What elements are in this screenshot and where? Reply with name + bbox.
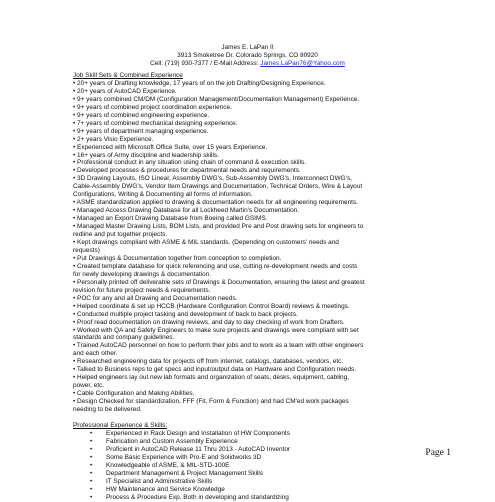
professional-list xyxy=(73,430,433,502)
skills-line: Cable-Assembly DWG's, Vendor Item Drawings and Documentation, Technical Orders, Wire & Layout xyxy=(73,183,363,191)
skills-line: • Trained AutoCAD personnel on how to perform their jobs and to work as a team with other engineers xyxy=(73,342,364,350)
skills-line: • Experienced with Microsoft Office Suite, over 15 years Experience. xyxy=(73,143,268,151)
skills-line: revision for future project needs & requirements. xyxy=(73,286,211,294)
skills-line: • Talked to Business reps to get specs and input/output data on Hardware and Configuration needs. xyxy=(73,366,357,374)
skills-line: • POC for any and all Drawing and Documentation needs. xyxy=(73,294,238,302)
skills-line: • Managed Access Drawing Database for all Lockheed Martin's Documentation. xyxy=(73,207,300,215)
skills-line: • Researched engineering data for projects off from internet, catalogs, databases, vendors, etc. xyxy=(73,358,344,366)
skills-line: • Conducted multiple project tasking and development of back to back projects. xyxy=(73,310,298,318)
professional-item-text: Proficient in AutoCAD Release 11 Thru 2013 - AutoCAD Inventor xyxy=(106,445,291,453)
email-link[interactable]: James.LaPan76@Yahoo.com xyxy=(260,60,345,67)
skills-section-title: Job Skill Sets & Combined Experience xyxy=(73,72,183,79)
skills-line: • Developed processes & procedures for departmental needs and requirements. xyxy=(73,167,301,175)
skills-line: • Managed Master Drawing Lists, BOM Lists, and provided Pre and Post drawing sets for engineers to xyxy=(73,223,364,231)
professional-item xyxy=(73,430,433,438)
bullet-icon: • xyxy=(90,485,93,493)
skills-list xyxy=(73,80,433,414)
contact-header xyxy=(0,44,495,68)
professional-item-text: Some Basic Experience with Pro-E and Solidworks 3D xyxy=(106,453,262,461)
professional-section-title: Professional Experience & Skills: xyxy=(73,421,168,429)
skills-line: • 20+ years of Drafting knowledge, 17 years of on the job Drafting/Designing Experience. xyxy=(73,79,326,87)
skills-line: • 20+ years of AutoCAD Experience. xyxy=(73,87,177,95)
skills-line: • Put Drawings & Documentation together from conception to completion. xyxy=(73,254,282,262)
skills-line: needing to be delivered. xyxy=(73,406,142,414)
skills-line: • Proof read documentation on drawing reviews, and day to day checking of work from Drafters. xyxy=(73,318,345,326)
bullet-icon: • xyxy=(90,469,93,477)
professional-item-text: Department Management & Project Management Skills xyxy=(106,469,264,477)
skills-line: • 9+ years of combined engineering experience. xyxy=(73,111,210,119)
bullet-icon: • xyxy=(90,445,93,453)
skills-line: • Personally printed off deliverable sets of Drawings & Documentation, ensuring the latest and greatest xyxy=(73,278,365,286)
skills-line: redline and put together projects. xyxy=(73,231,168,239)
skills-line: • Helped engineers lay out new lab formats and organization of seats, desks, equipment, cabling, xyxy=(73,374,350,382)
professional-item-text: Experienced in Rack Design and Installation of HW Components xyxy=(106,429,290,437)
skills-line: and each other. xyxy=(73,350,118,358)
skills-line: • Professional conduct in any situation using chain of command & execution skills. xyxy=(73,159,307,167)
bullet-icon: • xyxy=(90,461,93,469)
page-number: Page 1 xyxy=(425,448,451,458)
professional-item xyxy=(73,478,433,486)
skills-line: • 9+ years combined CM/DM (Configuration Management/Documentation Management) Experience. xyxy=(73,95,360,103)
professional-item xyxy=(73,454,433,462)
applicant-name: James E. LaPan II xyxy=(221,44,274,51)
professional-item xyxy=(73,486,433,494)
skills-line: • 2+ years Visio Experience. xyxy=(73,135,154,143)
professional-item xyxy=(73,446,433,454)
skills-line: • 9+ years of combined project coordination experience. xyxy=(73,103,232,111)
bullet-icon: • xyxy=(90,477,93,485)
skills-line: • Cable Configuration and Making Abilities. xyxy=(73,390,195,398)
professional-item-text: IT Specialist and Administrative Skills xyxy=(106,477,213,485)
skills-line: • Helped coordinate & set up HCCB (Hardware Configuration Control Board) reviews & meetings. xyxy=(73,302,350,310)
skills-line: • Worked with QA and Safety Engineers to make sure projects and drawings were compliant with set xyxy=(73,326,359,334)
professional-item xyxy=(73,438,433,446)
skills-line: power, etc. xyxy=(73,382,105,390)
skills-line: • Managed an Export Drawing Database from Boeing called GSIMS. xyxy=(73,215,268,223)
resume-body xyxy=(73,72,433,502)
section-spacer xyxy=(73,414,433,422)
skills-line: • 16+ years of Army discipline and leadership skills. xyxy=(73,151,219,159)
skills-line: requests) xyxy=(73,246,100,254)
skills-line: for newly developing drawings & documentation. xyxy=(73,270,212,278)
bullet-icon: • xyxy=(90,429,93,437)
skills-line: • Created template database for quick referencing and use, cutting re-development needs and costs xyxy=(73,262,358,270)
skills-line: • 3D Drawing Layouts, ISO Linear, Assembly DWG's, Sub-Assembly DWG's, Interconnect DWG's, xyxy=(73,175,352,183)
contact-phone-prefix: Cell: (719) 930-7377 / E-Mail Address: xyxy=(150,60,261,67)
bullet-icon: • xyxy=(90,437,93,445)
professional-item-text: Process & Procedure Exp. Both in developing and standardizing xyxy=(106,493,289,501)
applicant-address: 3913 Smoketree Dr. Colorado Springs, CO 80920 xyxy=(177,52,318,59)
professional-item-text: Knowledgeable of ASME, & MIL-STD-100E xyxy=(106,461,230,469)
professional-item xyxy=(73,462,433,470)
bullet-icon: • xyxy=(90,493,93,501)
professional-item-text: Fabrication and Custom Assembly Experience xyxy=(106,437,238,445)
bullet-icon: • xyxy=(90,453,93,461)
skills-line: • 9+ years of department managing experience. xyxy=(73,127,209,135)
professional-item-text: HW Maintenance and Service Knowledge xyxy=(106,485,225,493)
skills-line: • Kept drawings compliant with ASME & MIL standards. (Depending on customers' needs and xyxy=(73,239,339,247)
skills-line: Configurations, Writing & Documenting all forms of information. xyxy=(73,191,253,199)
contact-line xyxy=(0,60,495,68)
skills-line: standards and company guidelines. xyxy=(73,334,175,342)
skills-line: • 7+ years of combined mechanical designing experience. xyxy=(73,119,238,127)
skills-line: • Design Checked for standardization, FFF (Fit, Form & Function) and had CM'ed work packages xyxy=(73,398,349,406)
skills-line: • ASME standardization applied to drawing & documentation needs for all engineering requirements. xyxy=(73,199,358,207)
professional-item xyxy=(73,470,433,478)
